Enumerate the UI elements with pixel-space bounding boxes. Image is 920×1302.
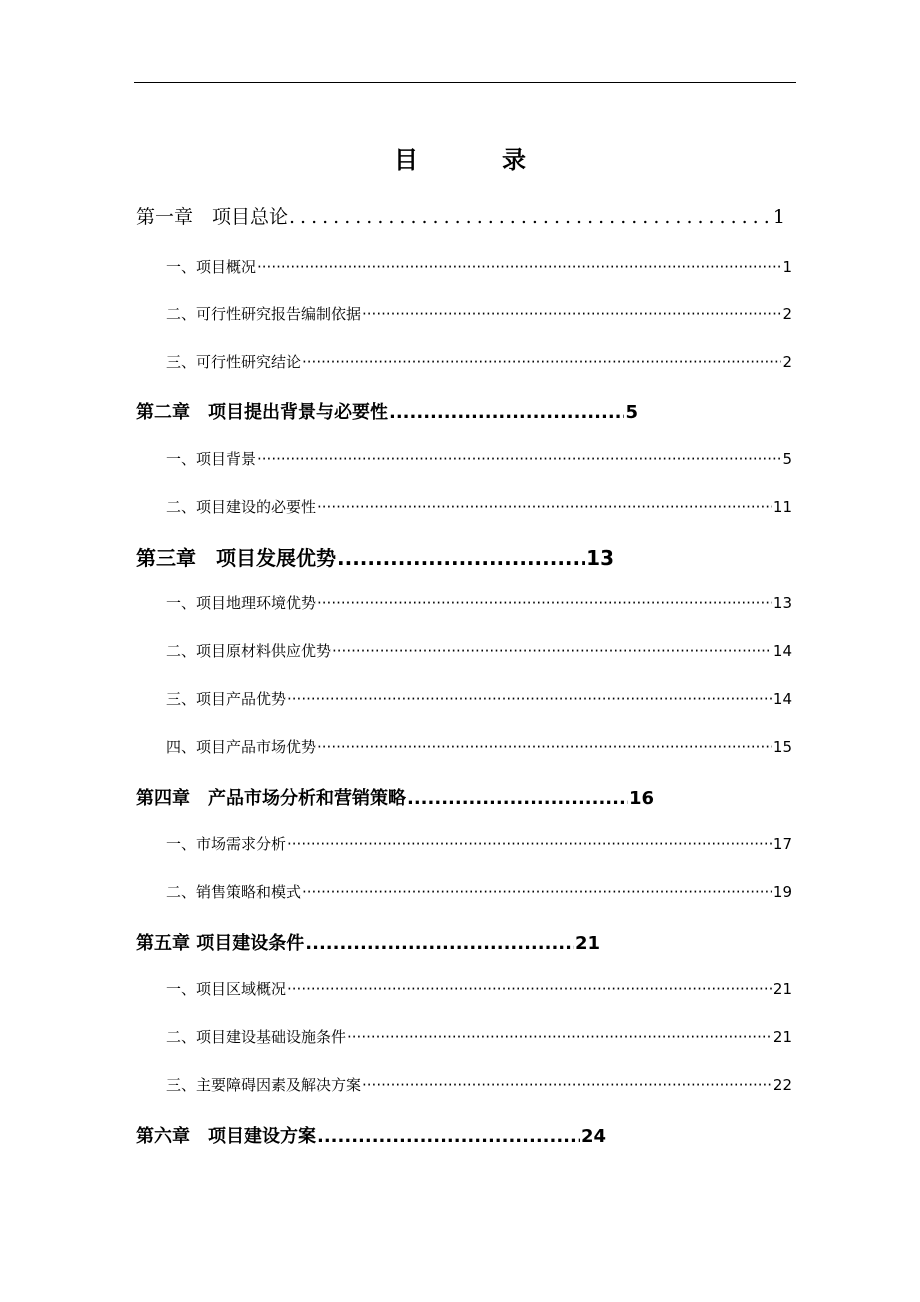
toc-section[interactable] bbox=[166, 978, 792, 999]
toc-page: 17 bbox=[772, 835, 792, 853]
toc-title: 目 录 bbox=[394, 146, 556, 174]
toc-page: 21 bbox=[574, 933, 600, 954]
toc-page: 22 bbox=[772, 1076, 792, 1094]
toc-label: 三、可行性研究结论 bbox=[166, 353, 302, 371]
toc-label: 二、项目建设基础设施条件 bbox=[166, 1028, 347, 1046]
toc-section[interactable] bbox=[166, 881, 792, 902]
toc-page: 16 bbox=[628, 788, 654, 809]
dot-leader bbox=[389, 402, 624, 423]
toc-page: 13 bbox=[772, 594, 792, 612]
toc-page: 1 bbox=[782, 258, 792, 276]
toc-section[interactable] bbox=[166, 640, 792, 661]
dot-leader bbox=[302, 883, 772, 901]
toc-section[interactable] bbox=[166, 592, 792, 613]
toc-chapter-6[interactable] bbox=[136, 1122, 606, 1148]
toc-page: 19 bbox=[772, 883, 792, 901]
toc-section[interactable] bbox=[166, 351, 792, 372]
toc-section[interactable] bbox=[166, 448, 792, 469]
toc-section[interactable] bbox=[166, 256, 792, 277]
toc-label: 一、项目区域概况 bbox=[166, 980, 287, 998]
dot-leader bbox=[337, 546, 585, 570]
toc-chapter-1[interactable] bbox=[136, 202, 785, 229]
dot-leader bbox=[317, 594, 772, 612]
dot-leader bbox=[302, 353, 781, 371]
toc-label: 二、可行性研究报告编制依据 bbox=[166, 305, 362, 323]
header-rule bbox=[134, 82, 796, 83]
dot-leader bbox=[257, 450, 781, 468]
dot-leader bbox=[317, 1126, 580, 1147]
toc-label: 二、项目原材料供应优势 bbox=[166, 642, 332, 660]
dot-leader bbox=[305, 933, 574, 954]
dot-leader bbox=[332, 642, 772, 660]
toc-page: 11 bbox=[772, 498, 792, 516]
toc-label: 第一章 项目总论 bbox=[136, 206, 289, 228]
toc-page: 1 bbox=[772, 206, 785, 228]
toc-section[interactable] bbox=[166, 736, 792, 757]
dot-leader bbox=[407, 788, 628, 809]
toc-label: 第二章 项目提出背景与必要性 bbox=[136, 402, 388, 423]
dot-leader bbox=[289, 206, 772, 228]
toc-label: 第五章 项目建设条件 bbox=[136, 933, 305, 954]
toc-page: 13 bbox=[586, 546, 614, 570]
dot-leader bbox=[287, 690, 772, 708]
dot-leader bbox=[347, 1028, 772, 1046]
toc-label: 二、项目建设的必要性 bbox=[166, 498, 317, 516]
dot-leader bbox=[287, 835, 772, 853]
toc-section[interactable] bbox=[166, 833, 792, 854]
toc-page: 24 bbox=[580, 1126, 606, 1147]
toc-page: 14 bbox=[772, 642, 792, 660]
toc-section[interactable] bbox=[166, 496, 792, 517]
toc-page: 21 bbox=[772, 980, 792, 998]
toc-chapter-2[interactable] bbox=[136, 398, 638, 424]
toc-section[interactable] bbox=[166, 303, 792, 324]
toc-label: 一、市场需求分析 bbox=[166, 835, 287, 853]
dot-leader bbox=[287, 980, 772, 998]
toc-label: 一、项目概况 bbox=[166, 258, 257, 276]
toc-label: 第六章 项目建设方案 bbox=[136, 1126, 316, 1147]
dot-leader bbox=[317, 738, 772, 756]
toc-label: 三、主要障碍因素及解决方案 bbox=[166, 1076, 362, 1094]
toc-page: 2 bbox=[782, 353, 792, 371]
dot-leader bbox=[257, 258, 781, 276]
toc-chapter-3[interactable] bbox=[136, 542, 614, 571]
toc-label: 第三章 项目发展优势 bbox=[136, 546, 336, 570]
toc-chapter-5[interactable] bbox=[136, 929, 600, 955]
toc-section[interactable] bbox=[166, 688, 792, 709]
toc-section[interactable] bbox=[166, 1026, 792, 1047]
toc-page: 14 bbox=[772, 690, 792, 708]
toc-chapter-4[interactable] bbox=[136, 784, 654, 810]
toc-label: 一、项目背景 bbox=[166, 450, 257, 468]
dot-leader bbox=[317, 498, 772, 516]
dot-leader bbox=[362, 1076, 772, 1094]
dot-leader bbox=[362, 305, 781, 323]
toc-label: 一、项目地理环境优势 bbox=[166, 594, 317, 612]
toc-page: 5 bbox=[782, 450, 792, 468]
toc-label: 第四章 产品市场分析和营销策略 bbox=[136, 788, 406, 809]
toc-page: 15 bbox=[772, 738, 792, 756]
toc-label: 三、项目产品优势 bbox=[166, 690, 287, 708]
toc-page: 2 bbox=[782, 305, 792, 323]
toc-label: 二、销售策略和模式 bbox=[166, 883, 302, 901]
toc-label: 四、项目产品市场优势 bbox=[166, 738, 317, 756]
toc-section[interactable] bbox=[166, 1074, 792, 1095]
toc-page: 21 bbox=[772, 1028, 792, 1046]
toc-page: 5 bbox=[625, 402, 638, 423]
